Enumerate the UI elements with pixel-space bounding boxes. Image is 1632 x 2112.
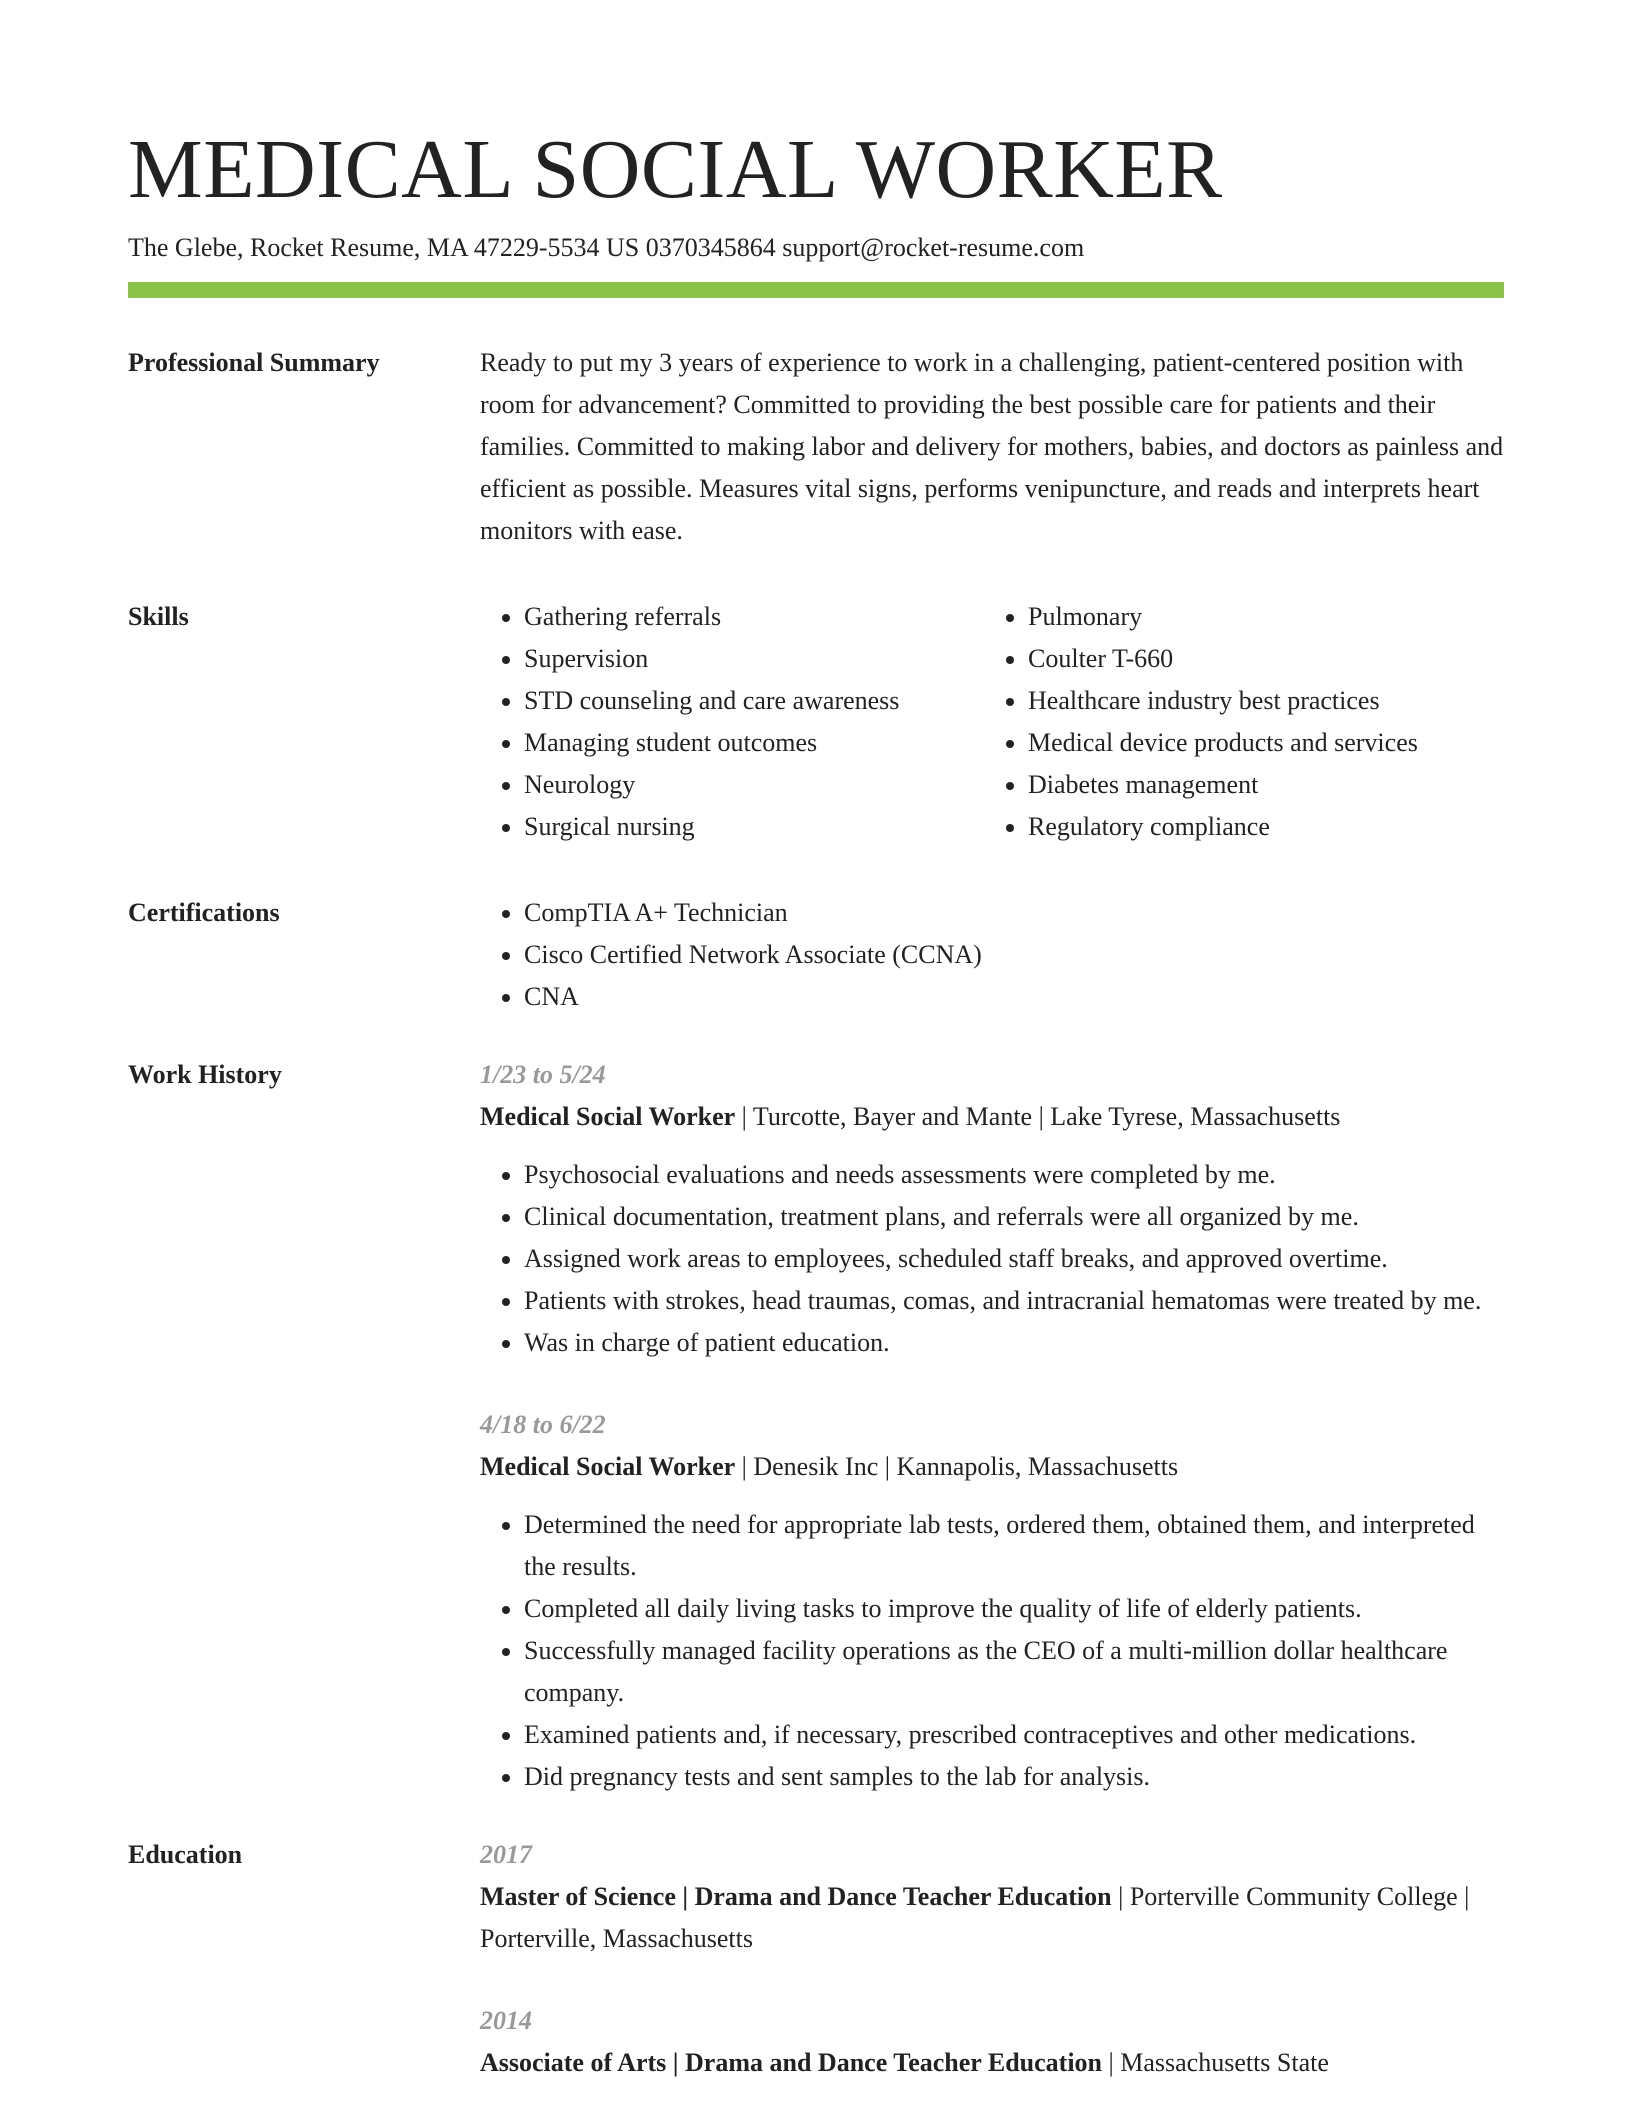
job-title: Medical Social Worker [480,1452,736,1481]
summary-section [128,342,1504,552]
skills-list-left [480,596,984,848]
education-year: 2017 [480,1840,532,1869]
contact-line [128,230,1504,266]
job-heading [480,1446,1504,1488]
skill-item: • Surgical nursing [524,806,984,848]
skill-item: • Managing student outcomes [524,722,984,764]
job-details: | Turcotte, Bayer and Mante | Lake Tyrese, Massachusetts [735,1102,1341,1131]
summary-body [480,342,1504,552]
summary-label: Professional Summary [128,348,380,377]
education-entry [480,1834,1504,1960]
job-bullet: • Assigned work areas to employees, scheduled staff breaks, and approved overtime. [524,1238,1504,1280]
certification-item: • CompTIA A+ Technician [524,892,1504,934]
job-bullet: • Did pregnancy tests and sent samples to the lab for analysis. [524,1756,1504,1798]
job-details: | Denesik Inc | Kannapolis, Massachusetts [735,1452,1179,1481]
job-entry [480,1054,1504,1364]
education-section [128,1834,1504,2084]
work-history-label: Work History [128,1060,282,1089]
job-bullets [480,1504,1504,1798]
skill-item: • STD counseling and care awareness [524,680,984,722]
summary-text: Ready to put my 3 years of experience to work in a challenging, patient-centered position with room for advancement? Committed to providing the best possible care for patients and their families. Committed to making labor and delivery for mothers, babies, and doctors as painless and efficient as possible. Measures vital signs, performs venipuncture, and reads and interprets heart monitors with ease. [480,348,1504,545]
job-bullet: • Completed all daily living tasks to improve the quality of life of elderly patients. [524,1588,1504,1630]
job-heading [480,1096,1504,1138]
contact-address: The Glebe, Rocket Resume, MA 47229-5534 US [128,233,640,262]
skill-item: • Medical device products and services [1028,722,1418,764]
job-bullet: • Patients with strokes, head traumas, comas, and intracranial hematomas were treated by me. [524,1280,1504,1322]
skill-item: • Supervision [524,638,984,680]
education-heading [480,2042,1504,2084]
resume-page [128,120,1504,2084]
education-details: | Porterville Community College | Porterville, Massachusetts [480,1882,1470,1953]
skill-item: • Healthcare industry best practices [1028,680,1418,722]
resume-name-heading: MEDICAL SOCIAL WORKER [128,123,1223,216]
job-bullet: • Clinical documentation, treatment plans, and referrals were all organized by me. [524,1196,1504,1238]
certifications-label: Certifications [128,898,280,927]
education-degree: Associate of Arts | Drama and Dance Teacher Education [480,2048,1103,2077]
job-title: Medical Social Worker [480,1102,736,1131]
job-bullet: • Examined patients and, if necessary, prescribed contraceptives and other medications. [524,1714,1504,1756]
skill-item: • Coulter T-660 [1028,638,1418,680]
job-bullet: • Successfully managed facility operations as the CEO of a multi-million dollar healthcare company. [524,1630,1504,1714]
skill-item: • Neurology [524,764,984,806]
education-body [480,1834,1504,2084]
job-dates: 4/18 to 6/22 [480,1410,606,1439]
job-dates: 1/23 to 5/24 [480,1060,606,1089]
skill-item: • Regulatory compliance [1028,806,1418,848]
education-heading [480,1876,1504,1960]
job-bullets [480,1154,1504,1364]
education-year: 2014 [480,2006,532,2035]
skill-item: • Pulmonary [1028,596,1418,638]
job-bullet: • Was in charge of patient education. [524,1322,1504,1364]
certification-item: • CNA [524,976,1504,1018]
job-entry [480,1404,1504,1798]
contact-email: support@rocket-resume.com [782,233,1085,262]
contact-phone: 0370345864 [645,233,776,262]
certification-item: • Cisco Certified Network Associate (CCNA) [524,934,1504,976]
education-details: | Massachusetts State [1102,2048,1329,2077]
skills-section [128,596,1504,848]
certifications-list [480,892,1504,1018]
job-bullet: • Psychosocial evaluations and needs assessments were completed by me. [524,1154,1504,1196]
certifications-section [128,892,1504,1018]
header-divider [128,282,1504,298]
job-bullet: • Determined the need for appropriate lab tests, ordered them, obtained them, and interpreted the results. [524,1504,1504,1588]
skill-item: • Diabetes management [1028,764,1418,806]
education-entry [480,2000,1504,2084]
certifications-body [480,892,1504,1018]
education-label: Education [128,1840,243,1869]
education-degree: Master of Science | Drama and Dance Teacher Education [480,1882,1112,1911]
skills-list-right [984,596,1418,848]
skills-label: Skills [128,602,189,631]
work-history-body [480,1054,1504,1798]
skill-item: • Gathering referrals [524,596,984,638]
work-history-section [128,1054,1504,1798]
skills-body [480,596,1504,848]
